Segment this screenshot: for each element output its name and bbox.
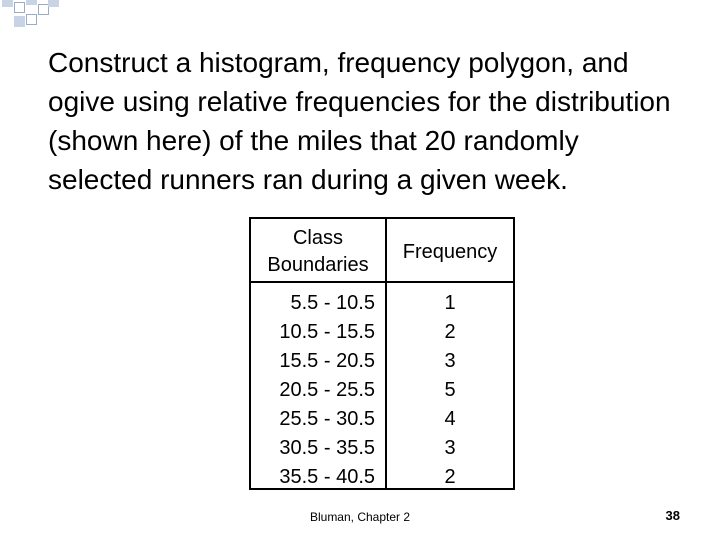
table-row bbox=[251, 376, 513, 405]
class-boundary-cell: 35.5 - 40.5 bbox=[279, 466, 375, 488]
decor-square bbox=[48, 0, 59, 7]
header-class-line1: Class bbox=[292, 227, 343, 249]
header-class-line2: Boundaries bbox=[267, 254, 369, 276]
class-boundary-cell: 5.5 - 10.5 bbox=[290, 292, 375, 314]
class-boundary-cell: 30.5 - 35.5 bbox=[279, 437, 375, 459]
class-boundary-cell: 15.5 - 20.5 bbox=[279, 350, 375, 372]
frequency-cell: 5 bbox=[444, 379, 456, 401]
page-number: 38 bbox=[665, 508, 680, 523]
class-boundary-cell: 10.5 - 15.5 bbox=[279, 321, 375, 343]
decor-square bbox=[14, 2, 25, 13]
table-row bbox=[251, 347, 513, 376]
frequency-cell: 2 bbox=[444, 466, 456, 488]
frequency-cell: 2 bbox=[444, 321, 456, 343]
decor-square bbox=[2, 0, 13, 7]
frequency-cell: 1 bbox=[444, 292, 456, 314]
frequency-cell: 4 bbox=[444, 408, 456, 430]
decor-square bbox=[14, 16, 25, 27]
table-row bbox=[251, 405, 513, 434]
class-boundary-cell: 25.5 - 30.5 bbox=[279, 408, 375, 430]
frequency-table bbox=[249, 217, 515, 490]
table-row bbox=[251, 289, 513, 318]
class-boundary-cell: 20.5 - 25.5 bbox=[279, 379, 375, 401]
table-body bbox=[251, 289, 513, 492]
footer-source: Bluman, Chapter 2 bbox=[309, 510, 411, 524]
header-class-boundaries bbox=[251, 225, 385, 279]
frequency-cell: 3 bbox=[444, 437, 456, 459]
decor-square bbox=[26, 0, 37, 5]
header-frequency: Frequency bbox=[402, 241, 498, 263]
slide-prompt: Construct a histogram, frequency polygon, and ogive using relative frequencies for the distribution (shown here) of the miles that 20 randomly selected runners ran during a given week. bbox=[48, 47, 671, 195]
table-row bbox=[251, 434, 513, 463]
frequency-cell: 3 bbox=[444, 350, 456, 372]
table-row bbox=[251, 463, 513, 492]
corner-decoration bbox=[0, 0, 60, 40]
decor-square bbox=[26, 14, 37, 25]
table-header bbox=[251, 219, 513, 283]
table-row bbox=[251, 318, 513, 347]
